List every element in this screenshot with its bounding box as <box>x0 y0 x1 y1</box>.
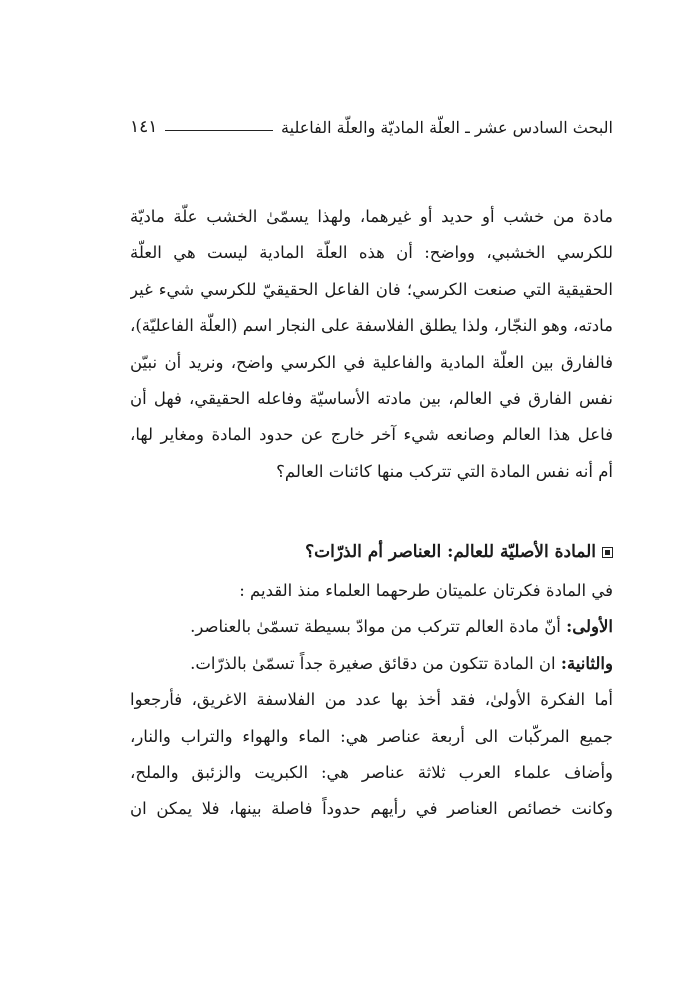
page-header <box>130 112 613 142</box>
paragraph-1 <box>130 199 613 490</box>
header-rule <box>165 130 273 131</box>
text-line: وأضاف علماء العرب ثلاثة عناصر هي: الكبريت والزئبق والملح، <box>130 762 613 782</box>
text-line: نفس الفارق في العالم، بين مادته الأساسيّة وفاعله الحقيقي، فهل أن <box>130 388 613 408</box>
running-head: البحث السادس عشر ـ العلّة الماديّة والعلّة الفاعلية <box>281 117 613 137</box>
text-line: الحقيقية التي صنعت الكرسي؛ فان الفاعل الحقيقيّ للكرسي شيء غير <box>130 279 613 299</box>
first-idea-label: الأولى: <box>566 617 613 637</box>
text-line: فاعل هذا العالم وصانعه شيء آخر خارج عن حدود المادة ومغاير لها، <box>130 425 613 445</box>
first-idea-line <box>130 609 613 645</box>
first-idea-text: أنّ مادة العالم تتركب من موادّ بسيطة تسمّىٰ بالعناصر. <box>190 617 561 637</box>
square-bullet-icon <box>602 547 613 558</box>
text-line: مادة من خشب أو حديد أو غيرهما، ولهذا يسمّىٰ الخشب علّة ماديّة <box>130 207 613 226</box>
page-number: ١٤١ <box>130 117 158 137</box>
paragraph-2 <box>130 573 613 828</box>
section-heading <box>130 534 613 570</box>
text-line: فالفارق بين العلّة المادية والفاعلية في الكرسي واضح، ونريد أن نبيّن <box>130 352 613 372</box>
text-line: مادته، وهو النجّار، ولذا يطلق الفلاسفة على النجار اسم (العلّة الفاعليّة)، <box>130 316 613 336</box>
section-heading-text: المادة الأصليّة للعالم: العناصر أم الذرّات؟ <box>305 542 596 562</box>
text-line: أما الفكرة الأولىٰ، فقد أخذ بها عدد من الفلاسفة الاغريق، فأرجعوا <box>130 690 613 710</box>
second-idea-text: ان المادة تتكون من دقائق صغيرة جداً تسمّىٰ بالذرّات. <box>190 653 556 673</box>
second-idea-label: والثانية: <box>560 653 613 673</box>
text-line: أم أنه نفس المادة التي تتركب منها كائنات العالم؟ <box>276 461 613 481</box>
text-line: للكرسي الخشبي، وواضح: أن هذه العلّة المادية ليست هي العلّة <box>130 243 613 263</box>
text-line: في المادة فكرتان علميتان طرحهما العلماء منذ القديم : <box>239 581 613 600</box>
text-line: وكانت خصائص العناصر في رأيهم حدوداً فاصلة بينها، فلا يمكن ان <box>130 799 613 819</box>
second-idea-line <box>130 646 613 682</box>
text-line: جميع المركّبات الى أربعة عناصر هي: الماء والهواء والتراب والنار، <box>130 726 613 746</box>
